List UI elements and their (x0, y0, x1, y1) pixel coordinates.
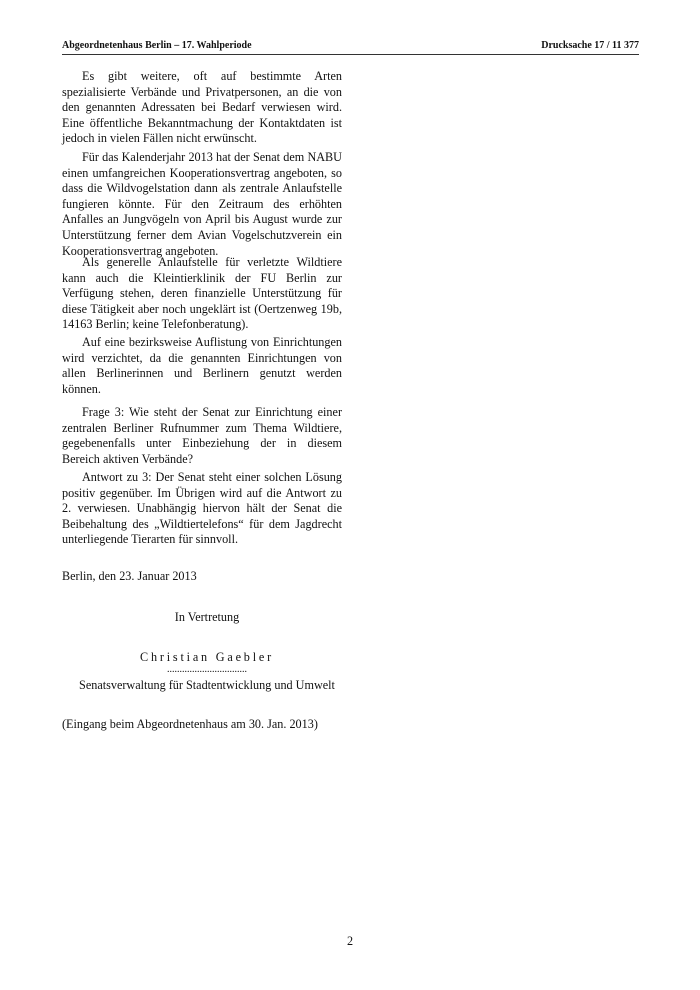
receipt-note: (Eingang beim Abgeordnetenhaus am 30. Jan. 2013) (62, 717, 318, 731)
paragraph-2: Für das Kalenderjahr 2013 hat der Senat dem NABU einen umfangreichen Kooperationsvertrag angeboten, so dass die Wildvogelstation dann als zentrale Anlaufstelle fungieren könnte. Für den Zeitraum des erhöhten Anfalles an Jungvögeln von April bis August wurde zur Unterstützung ferner dem Avian Vogelschutzverein ein Kooperationsvertrag angeboten. (62, 150, 342, 258)
signatory-department: Senatsverwaltung für Stadtentwicklung und Umwelt (79, 678, 335, 692)
paragraph-3: Als generelle Anlaufstelle für verletzte Wildtiere kann auch die Kleintierklinik der FU Berlin zur Verfügung stehen, deren finanzielle Unterstützung für diese Tätigkeit aber noch ungeklärt ist (Oertzenweg 19b, 14163 Berlin; keine Telefonberatung). (62, 255, 342, 332)
paragraph-1: Es gibt weitere, oft auf bestimmte Arten spezialisierte Verbände und Privatpersonen, an die von den genannten Adressaten bei Bedarf verwiesen wird. Eine öffentliche Bekanntmachung der Kontaktdaten ist jedoch in vielen Fällen nicht erwünscht. (62, 69, 342, 146)
page-number: 2 (346, 934, 354, 948)
header-left-title: Abgeordnetenhaus Berlin – 17. Wahlperiode (62, 40, 252, 51)
answer-3: Antwort zu 3: Der Senat steht einer solchen Lösung positiv gegenüber. Im Übrigen wird auf die Antwort zu 2. verwiesen. Unabhängig hiervon hält der Senat die Beibehaltung des „Wildtiertelefons“ für dem Jagdrecht unterliegende Tierarten für sinnvoll. (62, 470, 342, 547)
question-3: Frage 3: Wie steht der Senat zur Einrichtung einer zentralen Berliner Rufnummer zum Thema Wildtiere, gegebenenfalls unter Einbeziehung der in diesem Bereich aktiven Verbände? (62, 405, 342, 466)
header-divider (62, 54, 639, 55)
paragraph-4: Auf eine bezirksweise Auflistung von Einrichtungen wird verzichtet, da die genannten Einrichtungen von allen Berlinerinnen und Berlinern genutzt werden können. (62, 335, 342, 396)
in-vertretung: In Vertretung (174, 610, 240, 624)
signatory-name: Christian Gaebler (140, 650, 274, 664)
signature-line: ................................ (167, 664, 247, 675)
closing-date: Berlin, den 23. Januar 2013 (62, 569, 197, 583)
header-document-number: Drucksache 17 / 11 377 (541, 40, 639, 51)
